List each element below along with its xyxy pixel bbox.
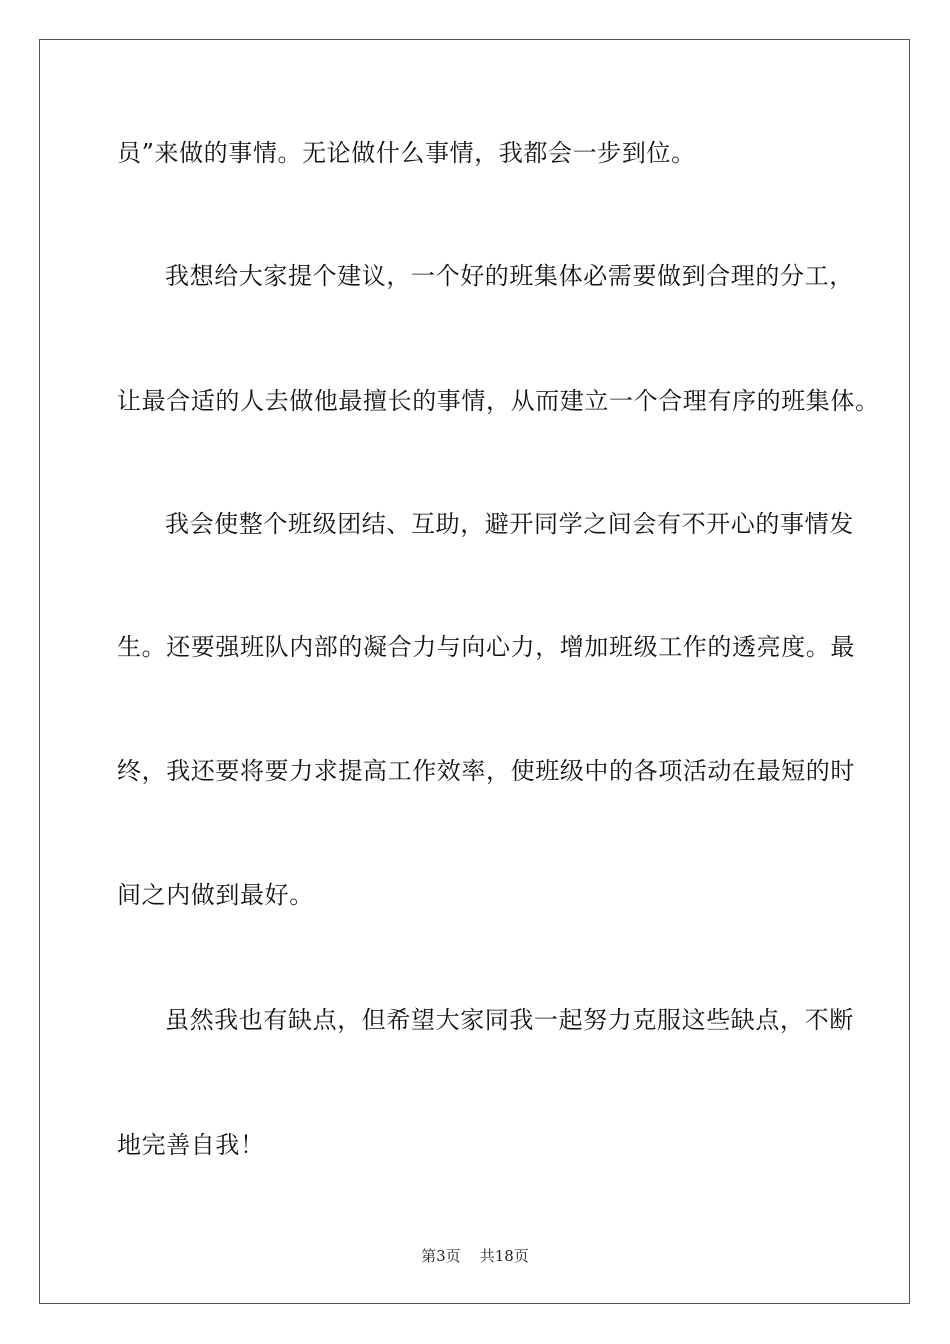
text-line-3: 让最合适的人去做他最擅长的事情，从而建立一个合理有序的班集体。 — [117, 387, 880, 415]
text-line-7: 间之内做到最好。 — [117, 881, 314, 909]
page-number-footer: 第3页 共18页 — [421, 1247, 529, 1265]
text-line-8: 虽然我也有缺点，但希望大家同我一起努力克服这些缺点，不断 — [165, 1006, 854, 1034]
text-line-4: 我会使整个班级团结、互助，避开同学之间会有不开心的事情发 — [165, 510, 854, 538]
text-line-5: 生。还要强班队内部的凝合力与向心力，增加班级工作的透亮度。最 — [117, 633, 855, 661]
text-line-9: 地完善自我！ — [117, 1131, 265, 1159]
text-line-2: 我想给大家提个建议，一个好的班集体必需要做到合理的分工， — [165, 262, 854, 290]
text-line-6: 终，我还要将要力求提高工作效率，使班级中的各项活动在最短的时 — [117, 757, 855, 785]
page-border — [39, 39, 910, 1304]
text-line-1: 员”来做的事情。无论做什么事情，我都会一步到位。 — [117, 139, 696, 167]
